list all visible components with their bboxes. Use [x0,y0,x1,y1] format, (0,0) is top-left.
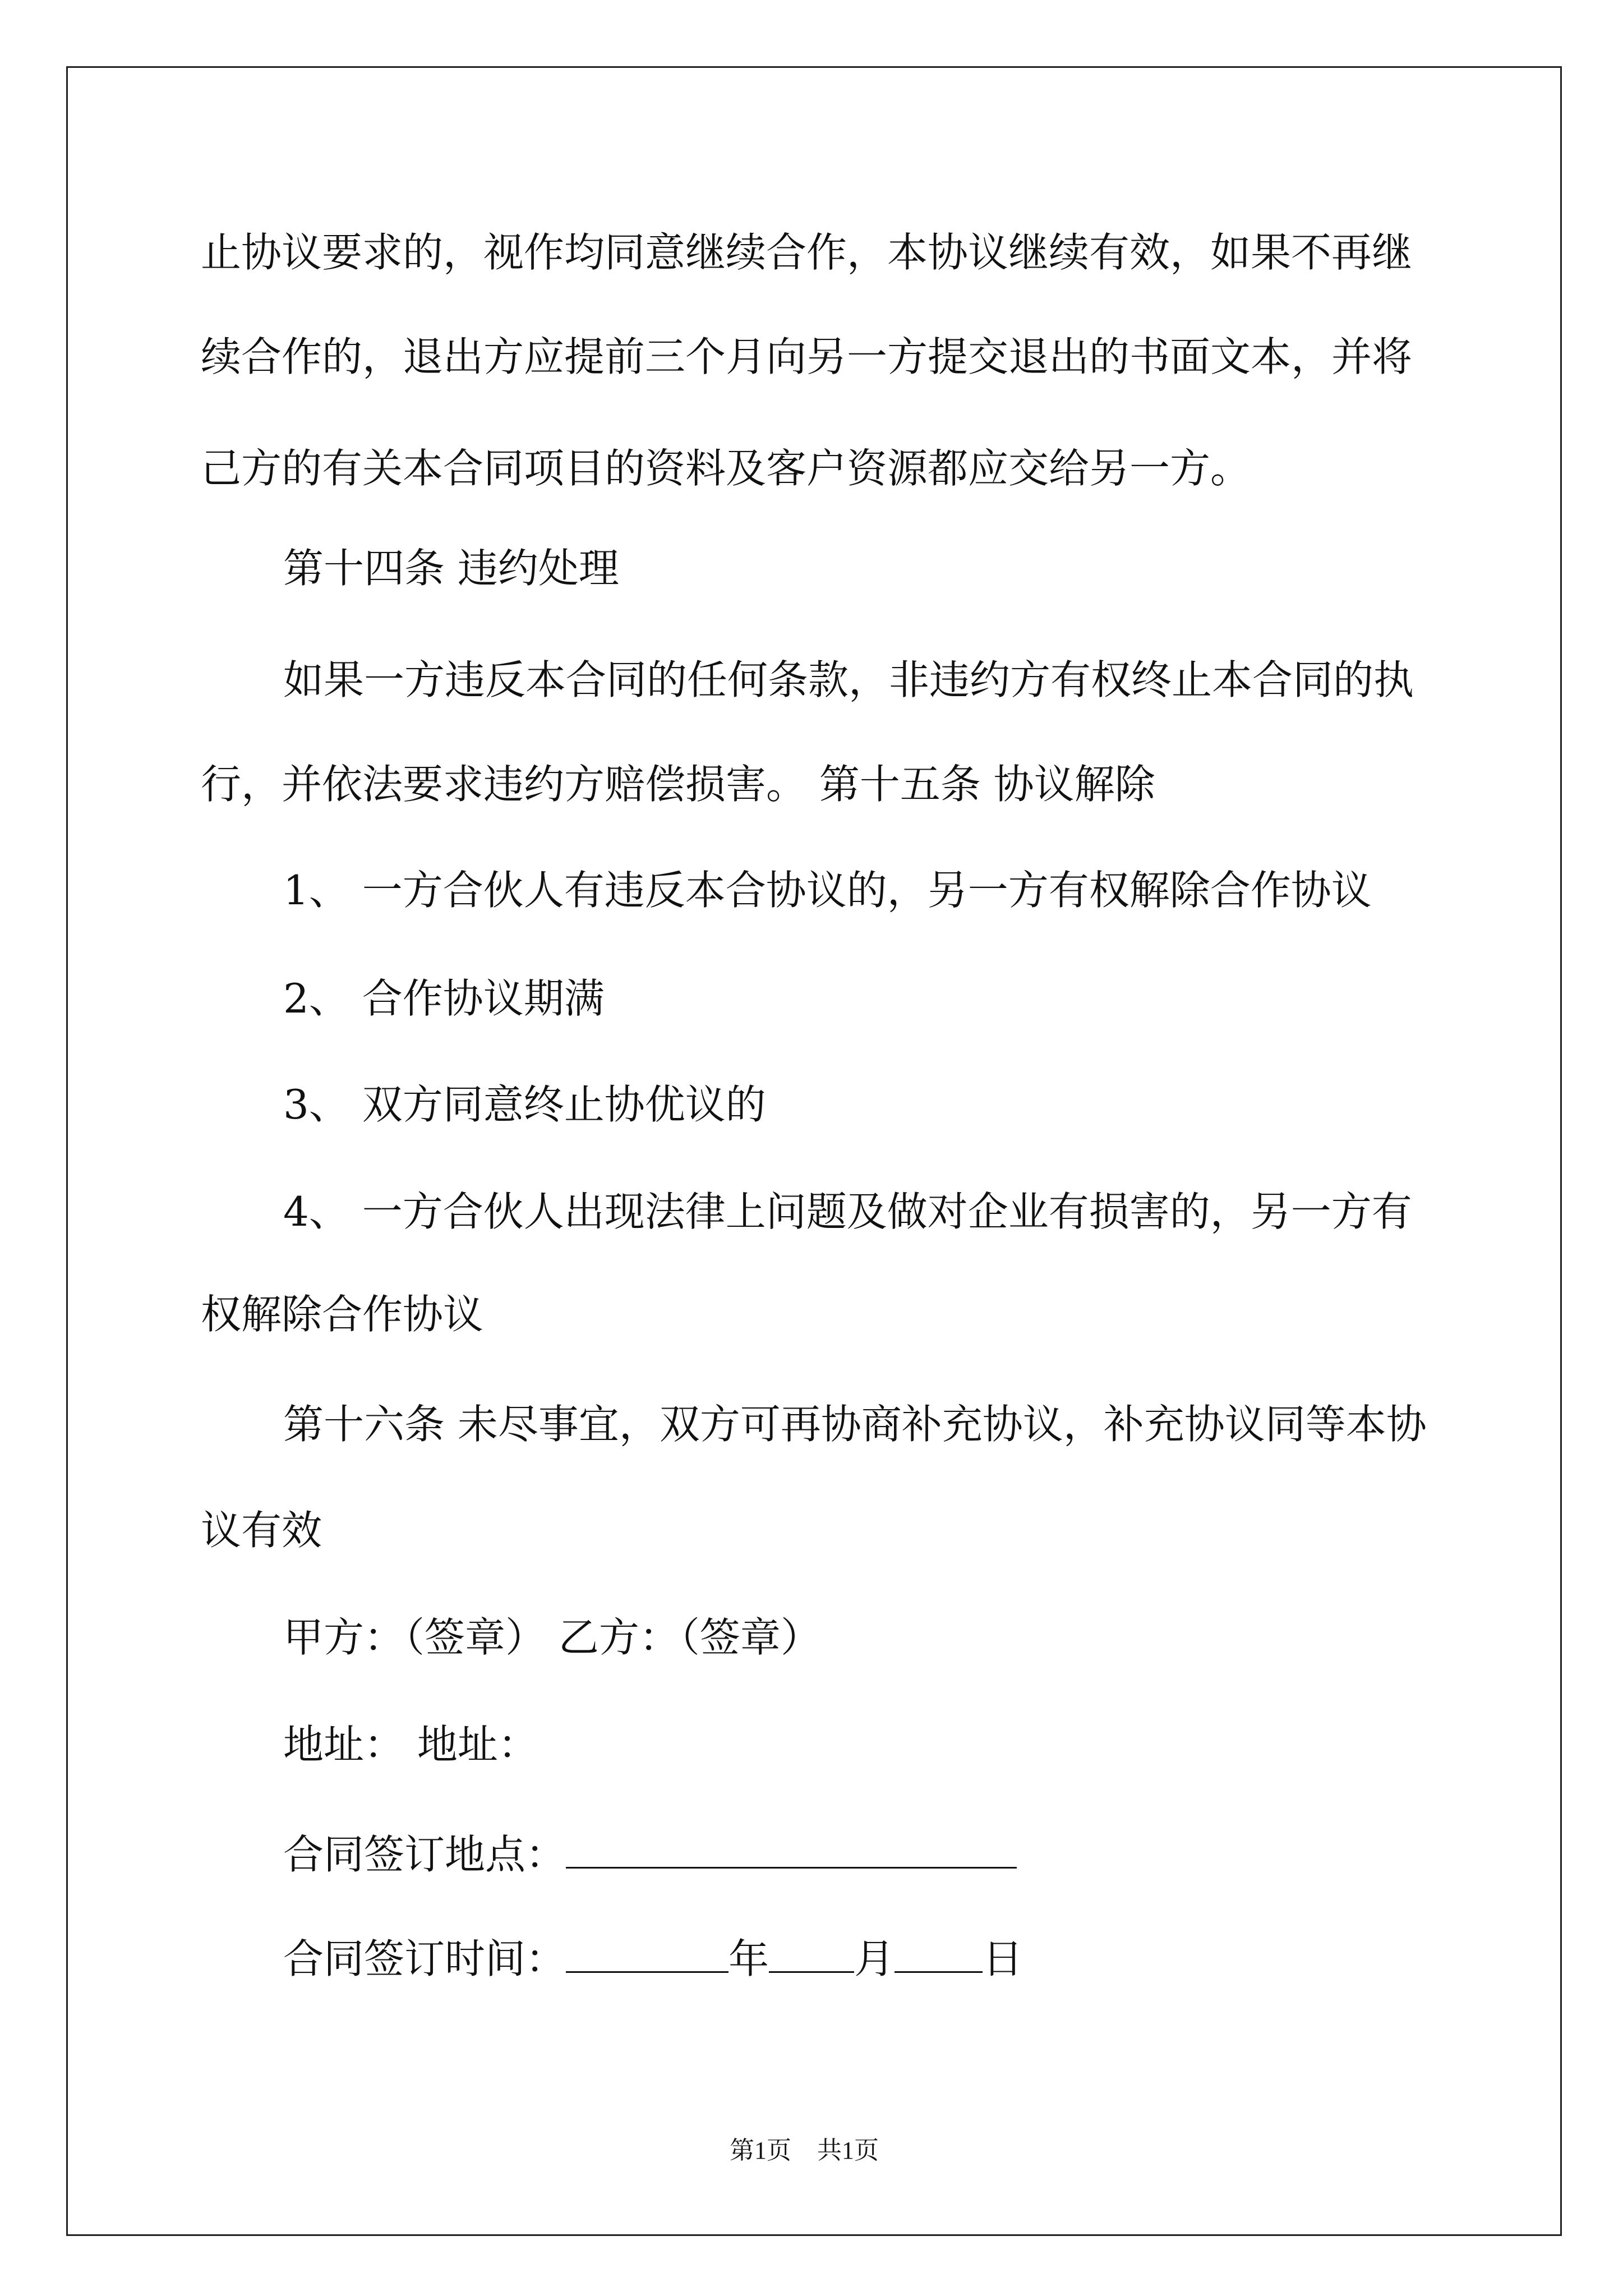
body-line-6: 行，并依法要求违约方赔偿损害。 第十五条 协议解除 [201,761,1155,808]
body-line-2: 续合作的，退出方应提前三个月向另一方提交退出的书面文本，并将 [201,333,1413,380]
signing-place-line [283,1831,1017,1878]
month-blank [769,1938,854,1973]
body-line-5: 如果一方违反本合同的任何条款，非违约方有权终止本合同的执 [283,656,1414,703]
page-total: 共1页 [817,2137,879,2164]
list-item-2: 2、 合作协议期满 [283,975,605,1022]
day-blank [895,1938,983,1973]
month-label: 月 [854,1935,895,1982]
day-label: 日 [983,1935,1023,1982]
signing-place-label: 合同签订地点： [283,1831,566,1878]
list-item-4: 4、 一方合伙人出现法律上问题及做对企业有损害的，另一方有 [283,1188,1412,1235]
party-address-line: 地址： 地址： [283,1721,538,1768]
signing-time-label: 合同签订时间： [283,1935,566,1982]
year-label: 年 [728,1935,769,1982]
page-border [66,66,1562,2236]
party-signature-line: 甲方：（签章） 乙方：（签章） [283,1614,821,1661]
page-footer [730,2138,879,2163]
article-16-text: 第十六条 未尽事宜，双方可再协商补充协议，补充协议同等本协 [283,1401,1427,1448]
article-14-heading: 第十四条 违约处理 [283,545,619,592]
page-number: 第1页 [730,2137,791,2164]
list-item-3: 3、 双方同意终止协优议的 [283,1081,766,1128]
year-blank [566,1938,728,1973]
signing-place-blank [566,1833,1017,1869]
list-item-4-continued: 权解除合作协议 [201,1291,484,1338]
body-line-3: 己方的有关本合同项目的资料及客户资源都应交给另一方。 [201,445,1251,492]
signing-time-line [283,1935,1023,1982]
list-item-1: 1、 一方合伙人有违反本合协议的，另一方有权解除合作协议 [283,867,1372,914]
article-16-continued: 议有效 [201,1507,322,1554]
body-line-1: 止协议要求的，视作均同意继续合作，本协议继续有效，如果不再继 [201,229,1413,276]
